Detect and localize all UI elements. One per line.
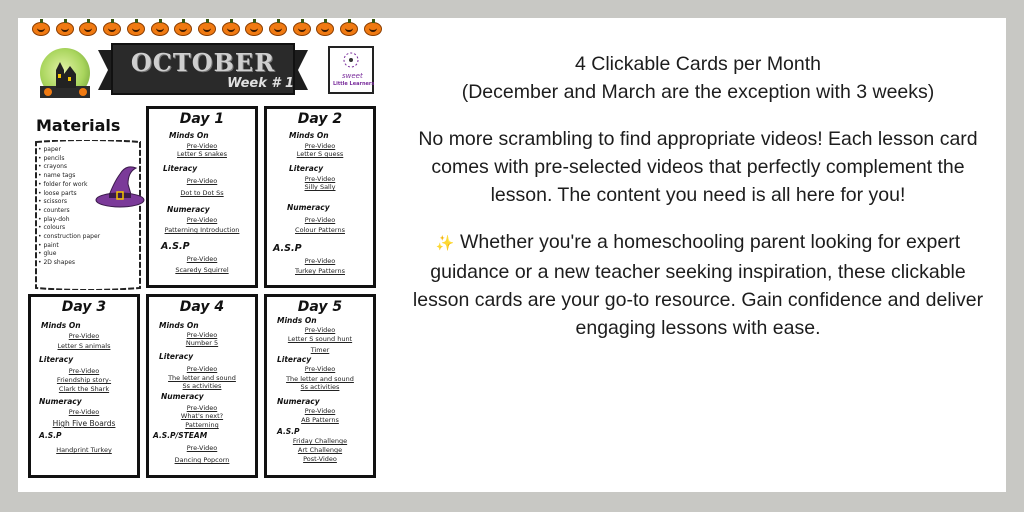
promo-canvas (18, 18, 1006, 492)
pumpkin-icon (32, 22, 50, 36)
numeracy-heading: Numeracy (277, 397, 320, 406)
material-item: • loose parts (38, 190, 100, 199)
activity-link[interactable]: Turkey Patterns (295, 267, 345, 275)
material-item: • counters (38, 207, 100, 216)
activity-link[interactable]: Handprint Turkey (56, 446, 112, 454)
day-2-title: Day 2 (297, 111, 343, 127)
pumpkin-icon (79, 22, 97, 36)
asp-heading: A.S.P (277, 427, 300, 436)
activity-link[interactable]: High Five Boards (52, 419, 116, 428)
sparkle-icon: ✨ (435, 235, 455, 252)
pre-video-link[interactable]: Pre-Video (304, 326, 336, 334)
asp-heading: A.S.P (273, 243, 302, 254)
material-item: • paper (38, 146, 100, 155)
minds-on-heading: Minds On (277, 316, 317, 325)
pre-video-link[interactable]: Pre-Video (186, 177, 218, 185)
pumpkin-icon (198, 22, 216, 36)
activity-link[interactable]: Art Challenge (297, 446, 343, 454)
literacy-heading: Literacy (159, 352, 194, 361)
cards-per-month-line: 4 Clickable Cards per Month (574, 53, 822, 75)
material-item: • paint (38, 242, 100, 251)
pumpkin-icon (127, 22, 145, 36)
pre-video-link[interactable]: Pre-Video (304, 216, 336, 224)
material-item: • scissors (38, 198, 100, 207)
activity-link[interactable]: AB Patterns (301, 416, 339, 424)
day-1-title: Day 1 (179, 111, 225, 127)
promo-copy (398, 50, 998, 361)
activity-link[interactable]: Silly Sally (304, 183, 336, 191)
asp-heading: A.S.P (39, 431, 62, 440)
pumpkin-icon (269, 22, 287, 36)
activity-link[interactable]: Dancing Popcorn (174, 456, 230, 464)
material-item: • pencils (38, 155, 100, 164)
activity-link[interactable]: Number 5 (185, 339, 219, 347)
day-3-card (28, 294, 140, 478)
day-3-title: Day 3 (61, 299, 107, 315)
pre-video-link[interactable]: Pre-Video (186, 404, 218, 412)
numeracy-heading: Numeracy (167, 205, 210, 214)
pumpkin-icon (103, 22, 121, 36)
activity-link[interactable]: Letter S animals (57, 342, 111, 350)
pre-video-link[interactable]: Pre-Video (186, 216, 218, 224)
numeracy-heading: Numeracy (287, 203, 330, 212)
pre-video-link[interactable]: Pre-Video (68, 408, 100, 416)
pumpkin-icon (151, 22, 169, 36)
asp-heading: A.S.P (161, 241, 190, 252)
numeracy-heading: Numeracy (39, 397, 82, 406)
day-4-card (146, 294, 258, 478)
minds-on-heading: Minds On (169, 131, 209, 140)
activity-link[interactable]: Letter S sound hunt (287, 335, 353, 343)
pumpkin-icon (340, 22, 358, 36)
audience-paragraph (398, 228, 998, 342)
pre-video-link[interactable]: Pre-Video (186, 331, 218, 339)
day-5-card (264, 294, 376, 478)
pumpkin-border (32, 22, 382, 40)
pre-video-link[interactable]: Pre-Video (304, 365, 336, 373)
timer-link[interactable]: Timer (310, 346, 330, 354)
pumpkin-icon (245, 22, 263, 36)
pre-video-link[interactable]: Pre-Video (68, 332, 100, 340)
material-item: • colours (38, 224, 100, 233)
pre-video-link[interactable]: Pre-Video (186, 444, 218, 452)
activity-link[interactable]: Colour Patterns (295, 226, 345, 234)
material-item: • play-doh (38, 216, 100, 225)
pumpkin-icon (316, 22, 334, 36)
pre-video-link[interactable]: Pre-Video (68, 367, 100, 375)
material-item: • name tags (38, 172, 100, 181)
pre-video-link[interactable]: Pre-Video (186, 365, 218, 373)
activity-link[interactable]: Friendship story- (56, 376, 112, 384)
asp-steam-heading: A.S.P/STEAM (153, 431, 208, 440)
day-4-title: Day 4 (179, 299, 225, 315)
materials-heading: Materials (36, 116, 121, 135)
day-2-card (264, 106, 376, 288)
literacy-heading: Literacy (289, 164, 324, 173)
activity-link[interactable]: Friday Challenge (292, 437, 348, 445)
exception-line: (December and March are the exception with 3 weeks) (461, 81, 935, 103)
month-title: OCTOBER (130, 48, 276, 77)
day-1-card (146, 106, 258, 288)
activity-link[interactable]: Dot to Dot Ss (180, 189, 224, 197)
material-item: • construction paper (38, 233, 100, 242)
post-video-link[interactable]: Post-Video (303, 455, 337, 463)
minds-on-heading: Minds On (41, 321, 81, 330)
videos-paragraph: No more scrambling to find appropriate videos! Each lesson card comes with pre-selected videos that perfectly complement the lesson. The content you need is all here for you! (418, 128, 978, 206)
literacy-heading: Literacy (277, 355, 312, 364)
month-banner (98, 42, 308, 98)
activity-link[interactable]: What's next? (180, 412, 224, 420)
lesson-worksheet-preview (18, 18, 390, 492)
pre-video-link[interactable]: Pre-Video (304, 407, 336, 415)
pumpkin-icon (56, 22, 74, 36)
materials-list (38, 146, 100, 268)
activity-link[interactable]: Clark the Shark (58, 385, 110, 393)
pumpkin-icon (364, 22, 382, 36)
material-item: • crayons (38, 163, 100, 172)
material-item: • 2D shapes (38, 259, 100, 268)
activity-link[interactable]: Patterning Introduction (164, 226, 240, 234)
activity-link[interactable]: Ss activities (182, 382, 222, 390)
literacy-heading: Literacy (163, 164, 198, 173)
activity-link[interactable]: The letter and sound (168, 374, 236, 382)
pumpkin-icon (174, 22, 192, 36)
pumpkin-icon (293, 22, 311, 36)
minds-on-heading: Minds On (289, 131, 329, 140)
numeracy-heading: Numeracy (161, 392, 204, 401)
pumpkin-icon (222, 22, 240, 36)
week-label: Week # 1 (227, 76, 294, 91)
material-item: • folder for work (38, 181, 100, 190)
materials-panel (32, 140, 144, 290)
activity-link[interactable]: Scaredy Squirrel (175, 266, 229, 274)
cards-per-month-text (398, 50, 998, 106)
activity-link[interactable]: Letter S guess (296, 150, 344, 158)
audience-text: Whether you're a homeschooling parent looking for expert guidance or a new teacher seeking inspiration, these clickable lesson cards are your go-to resource. Gain confidence and deliver engaging lessons with ease. (412, 231, 984, 339)
activity-link[interactable]: Patterning (185, 421, 219, 429)
activity-link[interactable]: The letter and sound (286, 375, 354, 383)
minds-on-heading: Minds On (159, 321, 199, 330)
pre-video-link[interactable]: Pre-Video (304, 142, 336, 150)
pre-video-link[interactable]: Pre-Video (304, 175, 336, 183)
pre-video-link[interactable]: Pre-Video (304, 257, 336, 265)
day-5-title: Day 5 (297, 299, 343, 315)
literacy-heading: Literacy (39, 355, 74, 364)
brand-logo (328, 46, 374, 94)
logo-name-text: Little Learners (333, 81, 375, 87)
pre-video-link[interactable]: Pre-Video (186, 142, 218, 150)
witch-hat-icon (94, 162, 146, 212)
activity-link[interactable]: Letter S snakes (177, 150, 227, 158)
pre-video-link[interactable]: Pre-Video (186, 255, 218, 263)
logo-sweet-text: sweet (342, 72, 363, 80)
haunted-house-moon-icon (40, 48, 90, 98)
activity-link[interactable]: Ss activities (300, 383, 340, 391)
material-item: • glue (38, 250, 100, 259)
